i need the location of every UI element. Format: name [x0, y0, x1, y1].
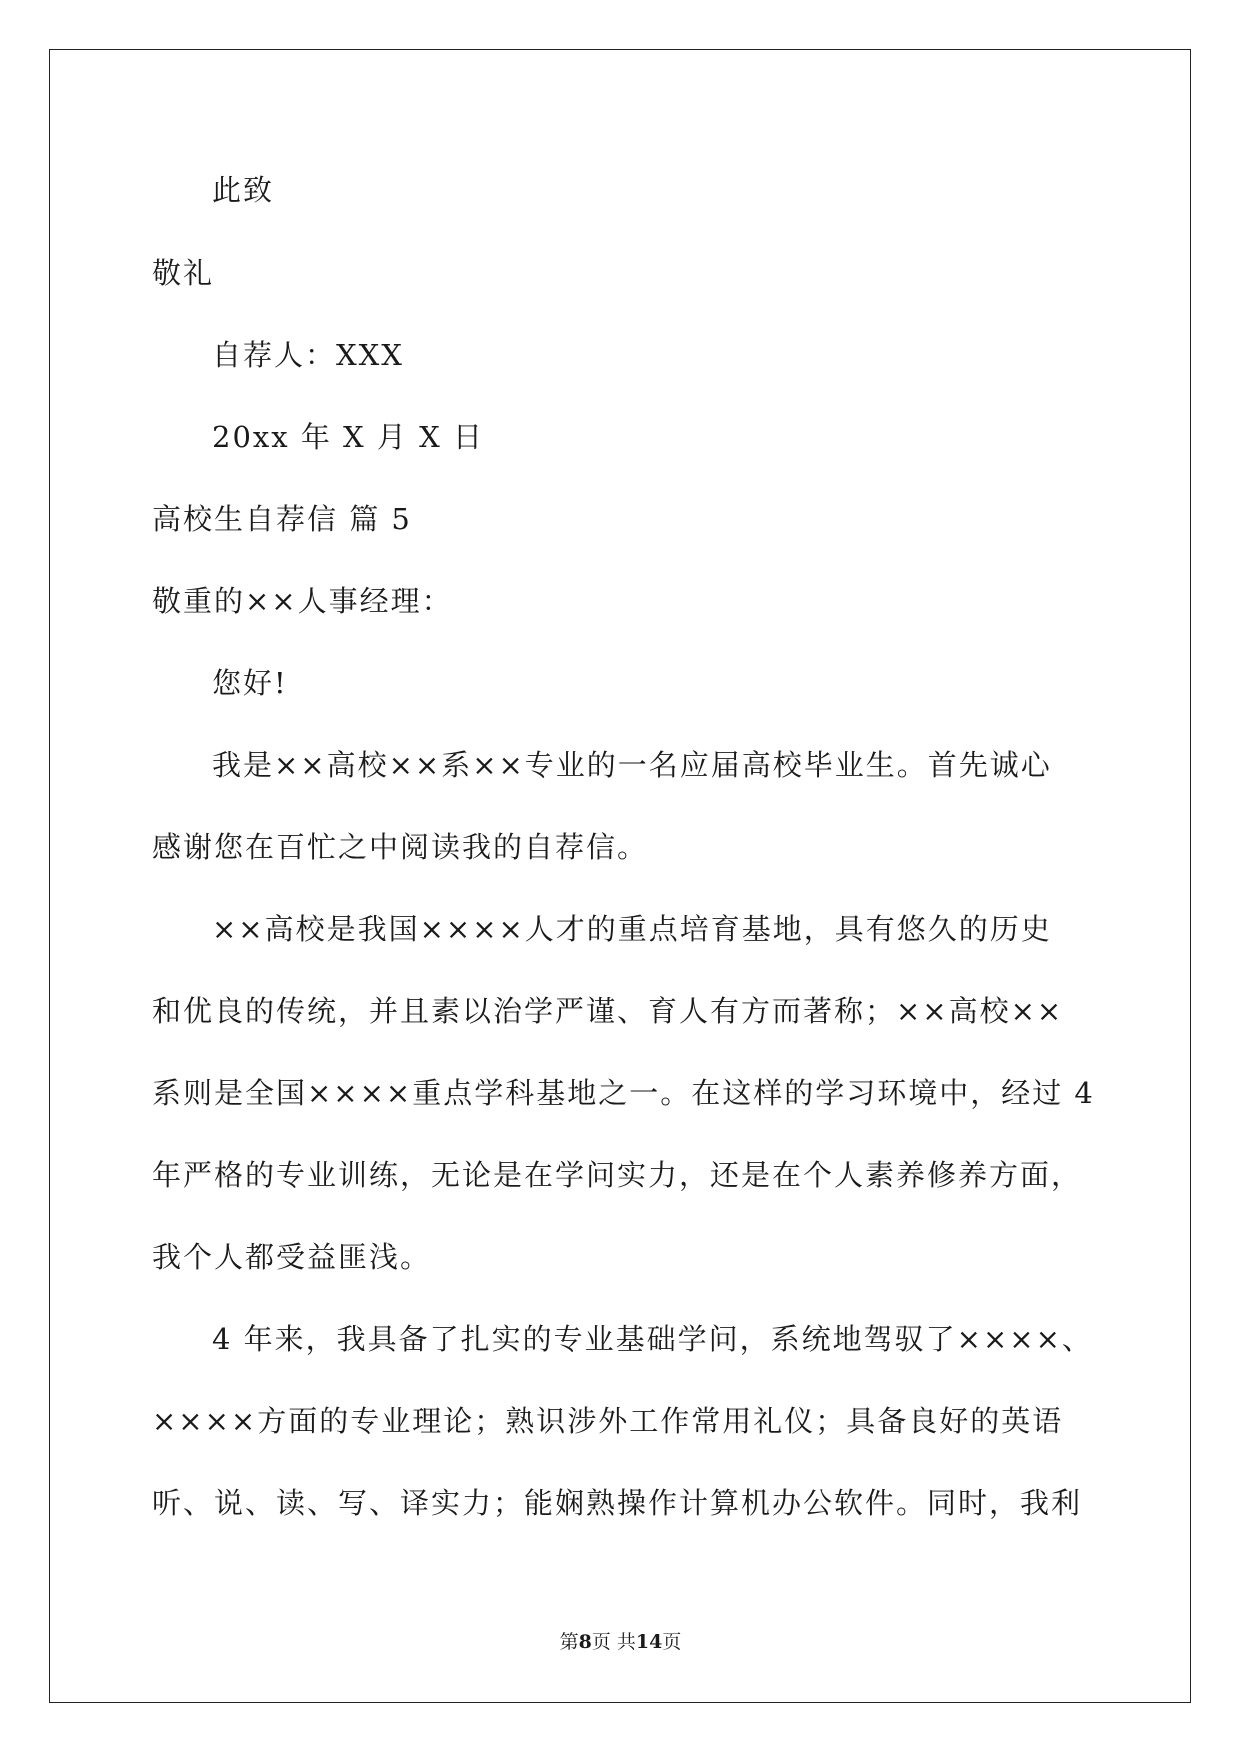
body-line: 4 年来，我具备了扎实的专业基础学问，系统地驾驭了××××、	[212, 1322, 1093, 1356]
closing-line-2: 敬礼	[152, 256, 215, 290]
body-line: 感谢您在百忙之中阅读我的自荐信。	[152, 830, 649, 864]
section-title: 高校生自荐信 篇 5	[152, 502, 412, 536]
body-line: 我是××高校××系××专业的一名应届高校毕业生。首先诚心	[212, 748, 1052, 782]
footer-total-pages: 14	[635, 1631, 663, 1653]
footer-prefix: 第	[559, 1631, 579, 1653]
body-line: 年严格的专业训练，无论是在学问实力，还是在个人素养修养方面，	[152, 1158, 1083, 1192]
body-line: ××高校是我国××××人才的重点培育基地，具有悠久的历史	[212, 912, 1052, 946]
footer-mid: 页 共	[591, 1631, 636, 1653]
date-line: 20xx 年 X 月 X 日	[212, 420, 484, 454]
body-line: 我个人都受益匪浅。	[152, 1240, 432, 1274]
body-line: 系则是全国××××重点学科基地之一。在这样的学习环境中，经过 4	[152, 1076, 1095, 1110]
salutation: 敬重的××人事经理：	[152, 584, 453, 618]
signature-line: 自荐人：XXX	[212, 338, 404, 372]
body-line: 和优良的传统，并且素以治学严谨、育人有方而著称；××高校××	[152, 994, 1064, 1028]
page-footer	[0, 1627, 1241, 1654]
closing-line-1: 此致	[212, 173, 275, 207]
greeting: 您好!	[212, 666, 288, 700]
footer-suffix: 页	[662, 1631, 682, 1653]
page-border	[49, 49, 1191, 1703]
body-line: 听、说、读、写、译实力；能娴熟操作计算机办公软件。同时，我利	[152, 1486, 1083, 1520]
footer-page-number: 8	[578, 1631, 592, 1653]
body-line: ××××方面的专业理论；熟识涉外工作常用礼仪；具备良好的英语	[152, 1404, 1064, 1438]
